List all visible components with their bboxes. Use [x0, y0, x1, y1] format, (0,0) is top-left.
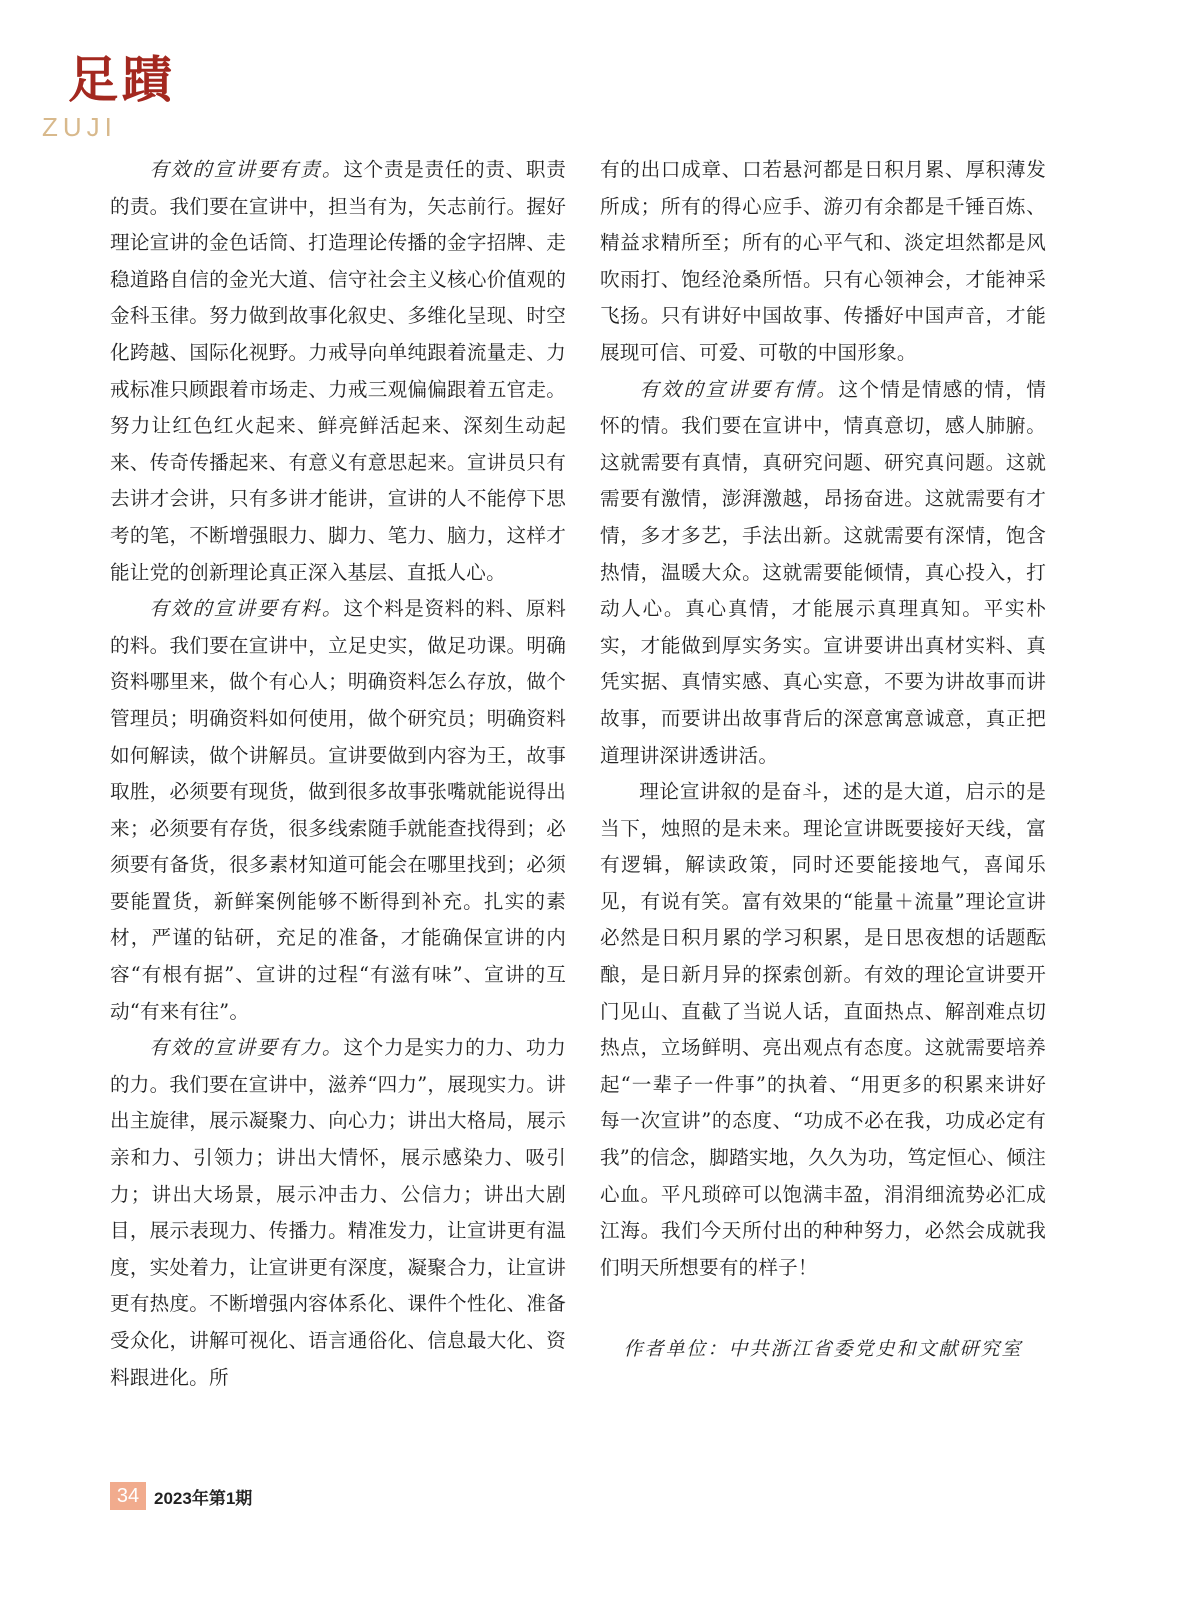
author-affiliation: 作者单位：中共浙江省委党史和文献研究室	[623, 1338, 1023, 1361]
left-column	[110, 152, 566, 1396]
paragraph-lead: 有效的宣讲要有责。	[149, 158, 344, 181]
paragraph-strength	[110, 1030, 566, 1396]
paragraph-lead: 有效的宣讲要有料。	[149, 597, 344, 621]
paragraph-lead: 有效的宣讲要有情。	[639, 377, 839, 401]
paragraph-continued	[600, 152, 1046, 372]
paragraph-responsibility	[110, 152, 566, 591]
paragraph-conclusion	[600, 774, 1046, 1286]
magazine-logo	[40, 50, 180, 145]
logo-pinyin: ZUJI	[42, 112, 117, 142]
paragraph-text: 这个力是实力的力、功力的力。我们要在宣讲中，滋养“四力”，展现实力。讲出主旋律，展示凝聚力、向心力；讲出大格局，展示亲和力、引领力；讲出大情怀，展示感染力、吸引力；讲出大场景，展示冲击力、公信力；讲出大剧目，展示表现力、传播力。精准发力，让宣讲更有温度，实处着力，让宣讲更有深度，凝聚合力，让宣讲更有热度。不断增强内容体系化、课件个性化、准备受众化，讲解可视化、语言通俗化、信息最大化、资料跟进化。所	[110, 1036, 566, 1389]
paragraph-text: 这个情是情感的情，情怀的情。我们要在宣讲中，情真意切，感人肺腑。这就需要有真情，真研究问题、研究真问题。这就需要有激情，澎湃激越，昂扬奋进。这就需要有才情，多才多艺，手法出新。这就需要有深情，饱含热情，温暖大众。这就需要能倾情，真心投入，打动人心。真心真情，才能展示真理真知。平实朴实，才能做到厚实务实。宣讲要讲出真材实料、真凭实据、真情实感、真心实意，不要为讲故事而讲故事，而要讲出故事背后的深意寓意诚意，真正把道理讲深讲透讲活。	[600, 377, 1046, 767]
paragraph-text: 理论宣讲叙的是奋斗，述的是大道，启示的是当下，烛照的是未来。理论宣讲既要接好天线，富有逻辑，解读政策，同时还要能接地气，喜闻乐见，有说有笑。富有效果的“能量＋流量”理论宣讲必然是日积月累的学习积累，是日思夜想的话题酝酿，是日新月异的探索创新。有效的理论宣讲要开门见山、直截了当说人话，直面热点、解剖难点切热点，立场鲜明、亮出观点有态度。这就需要培养起“一辈子一件事”的执着、“用更多的积累来讲好每一次宣讲”的态度、“功成不必在我，功成必定有我”的信念，脚踏实地，久久为功，笃定恒心、倾注心血。平凡琐碎可以饱满丰盈，涓涓细流势必汇成江海。我们今天所付出的种种努力，必然会成就我们明天所想要有的样子！	[600, 780, 1046, 1279]
paragraph-text: 有的出口成章、口若悬河都是日积月累、厚积薄发所成；所有的得心应手、游刃有余都是千锤百炼、精益求精所至；所有的心平气和、淡定坦然都是风吹雨打、饱经沧桑所悟。只有心领神会，才能神采飞扬。只有讲好中国故事、传播好中国声音，才能展现可信、可爱、可敬的中国形象。	[600, 158, 1046, 364]
paragraph-text: 这个责是责任的责、职责的责。我们要在宣讲中，担当有为，矢志前行。握好理论宣讲的金色话筒、打造理论传播的金字招牌、走稳道路自信的金光大道、信守社会主义核心价值观的金科玉律。努力做到故事化叙史、多维化呈现、时空化跨越、国际化视野。力戒导向单纯跟着流量走、力戒标准只顾跟着市场走、力戒三观偏偏跟着五官走。努力让红色红火起来、鲜亮鲜活起来、深刻生动起来、传奇传播起来、有意义有意思起来。宣讲员只有去讲才会讲，只有多讲才能讲，宣讲的人不能停下思考的笔，不断增强眼力、脚力、笔力、脑力，这样才能让党的创新理论真正深入基层、直抵人心。	[110, 158, 566, 584]
paragraph-material	[110, 591, 566, 1030]
paragraph-lead: 有效的宣讲要有力。	[149, 1036, 344, 1060]
logo-title: 足蹟	[68, 50, 176, 109]
page-number: 34	[110, 1482, 146, 1510]
issue-label: 2023年第1期	[154, 1488, 253, 1508]
paragraph-emotion	[600, 372, 1046, 775]
right-column	[600, 152, 1046, 1364]
paragraph-text: 这个料是资料的料、原料的料。我们要在宣讲中，立足史实，做足功课。明确资料哪里来，做个有心人；明确资料怎么存放，做个管理员；明确资料如何使用，做个研究员；明确资料如何解读，做个讲解员。宣讲要做到内容为王，故事取胜，必须要有现货，做到很多故事张嘴就能说得出来；必须要有存货，很多线索随手就能查找得到；必须要有备货，很多素材知道可能会在哪里找到；必须要能置货，新鲜案例能够不断得到补充。扎实的素材，严谨的钻研，充足的准备，才能确保宣讲的内容“有根有据”、宣讲的过程“有滋有味”、宣讲的互动“有来有往”。	[110, 597, 566, 1023]
page-footer	[110, 1482, 252, 1510]
